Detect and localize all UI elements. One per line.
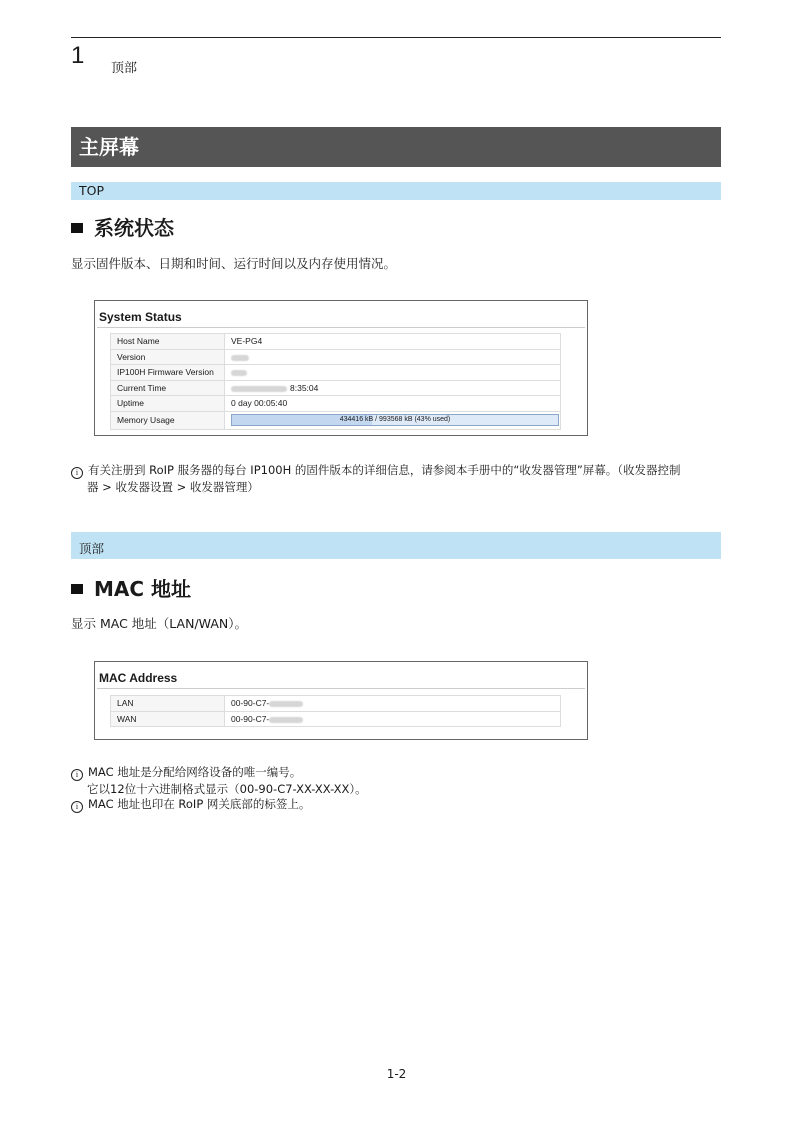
host-name-value: VE-PG4: [225, 334, 561, 350]
mac-note-1-line2: 它以12位十六进制格式显示（00-90-C7-XX-XX-XX）。: [87, 782, 367, 796]
row-label: WAN: [111, 711, 225, 727]
header-rule: [71, 37, 721, 38]
current-time-text: 8:35:04: [290, 382, 319, 393]
version-value: [225, 349, 561, 365]
row-label: IP100H Firmware Version: [111, 365, 225, 381]
row-label: LAN: [111, 696, 225, 712]
page-number: 1-2: [386, 1067, 407, 1081]
blurred-value: [231, 355, 249, 361]
info-circle-icon: i: [71, 467, 83, 479]
firmware-note-line1: 有关注册到 RoIP 服务器的每台 IP100H 的固件版本的详细信息，请参阅本手册中的“收发器管理”屏幕。（收发器控制: [88, 463, 681, 477]
blurred-value: [269, 701, 303, 707]
mac-address-screenshot: [94, 661, 588, 740]
mac-address-title: MAC 地址: [94, 577, 192, 601]
mac-note-2: [71, 796, 721, 813]
row-label: Current Time: [111, 380, 225, 396]
system-status-title: 系统状态: [94, 216, 174, 240]
mac-address-description: 显示 MAC 地址（LAN/WAN）。: [71, 616, 247, 631]
system-status-panel-title: System Status: [97, 301, 585, 328]
current-time-value: [225, 380, 561, 396]
square-bullet-icon: [71, 584, 83, 594]
uptime-value: 0 day 00:05:40: [225, 396, 561, 412]
mac-note-2-text: MAC 地址也印在 RoIP 网关底部的标签上。: [88, 797, 311, 811]
main-screen-banner: 主屏幕: [71, 127, 721, 167]
system-status-table: [110, 333, 561, 430]
memory-usage-bar: [231, 414, 559, 426]
row-label: Uptime: [111, 396, 225, 412]
system-status-screenshot: [94, 300, 588, 436]
row-label: Memory Usage: [111, 411, 225, 429]
mac-address-table: [110, 695, 561, 727]
mac-note-1-line1: MAC 地址是分配给网络设备的唯一编号。: [88, 765, 302, 779]
firmware-note-line2: 器 > 收发器设置 > 收发器管理）: [87, 480, 259, 494]
lan-mac-value: [225, 696, 561, 712]
firmware-note: [71, 462, 721, 495]
wan-mac-text: 00-90-C7-: [231, 713, 270, 724]
chapter-title: 顶部: [111, 61, 138, 76]
breadcrumb-top-cn: 顶部: [71, 532, 721, 559]
firmware-version-value: [225, 365, 561, 381]
table-row: [111, 365, 561, 381]
info-circle-icon: i: [71, 769, 83, 781]
info-circle-icon: i: [71, 801, 83, 813]
mac-note-1: [71, 764, 721, 797]
table-row: [111, 711, 561, 727]
blurred-value: [269, 717, 303, 723]
table-row: [111, 334, 561, 350]
square-bullet-icon: [71, 223, 83, 233]
system-status-description: 显示固件版本、日期和时间、运行时间以及内存使用情况。: [71, 256, 397, 271]
row-label: Version: [111, 349, 225, 365]
mac-address-panel-title: MAC Address: [97, 662, 585, 689]
memory-usage-cell: [225, 411, 561, 429]
table-row: [111, 349, 561, 365]
table-row: [111, 380, 561, 396]
mac-address-heading: [71, 573, 191, 602]
wan-mac-value: [225, 711, 561, 727]
chapter-number: 1: [71, 42, 85, 69]
table-row: [111, 696, 561, 712]
memory-usage-text: 434416 kB / 993568 kB (43% used): [339, 416, 451, 423]
blurred-value: [231, 386, 287, 392]
row-label: Host Name: [111, 334, 225, 350]
table-row: [111, 411, 561, 429]
lan-mac-text: 00-90-C7-: [231, 698, 270, 709]
breadcrumb-top: TOP: [71, 182, 721, 200]
system-status-heading: [71, 212, 174, 241]
table-row: [111, 396, 561, 412]
blurred-value: [231, 370, 247, 376]
